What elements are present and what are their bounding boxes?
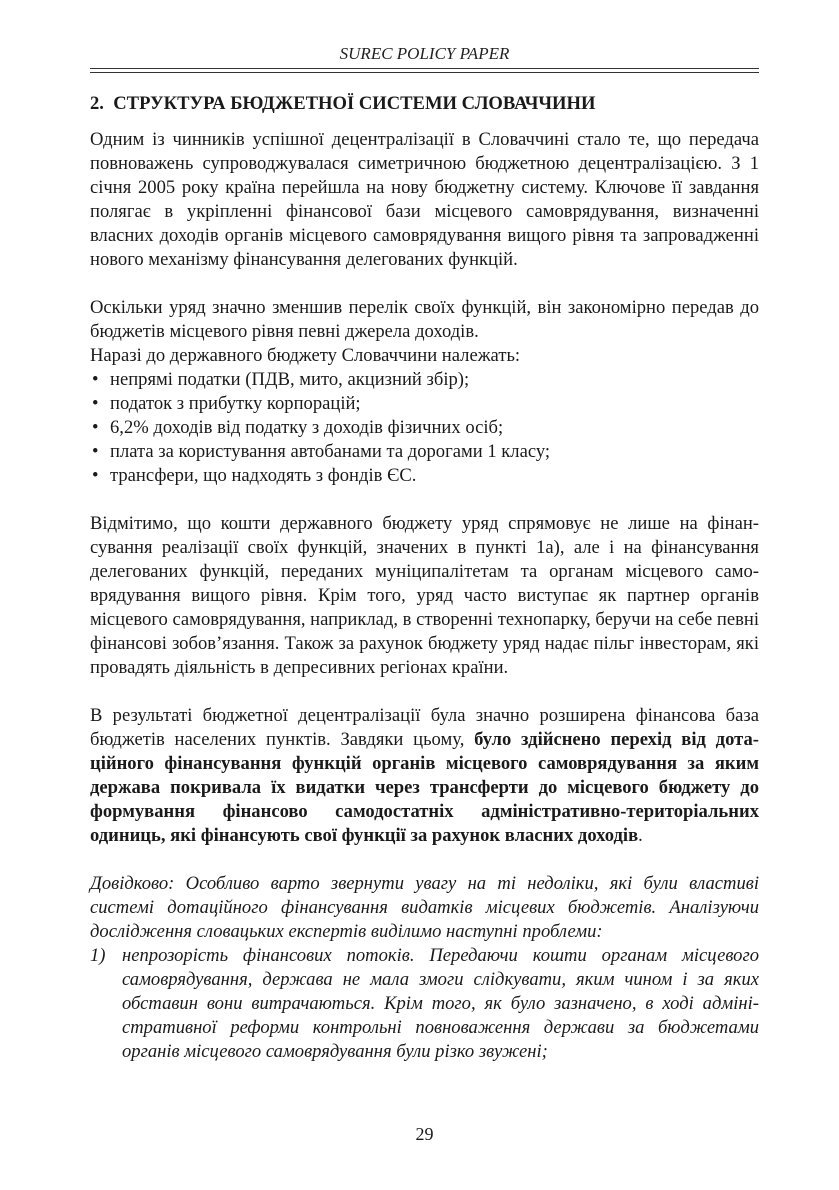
paragraph-5 <box>90 704 759 848</box>
list-number: 1) <box>90 945 106 966</box>
paragraph-gap <box>90 488 759 512</box>
list-item: • непрямі податки (ПДВ, мито, акцизний збір); <box>90 368 759 392</box>
reference-note: Довідково: Особливо варто звернути увагу на ті недоліки, які були властиві системі дотаційного фінансування видатків місцевих бюджетів. Аналізуючи дослідження словацьких експертів виділимо наступні проблеми: <box>90 873 759 942</box>
paragraph-4: Відмітимо, що кошти державного бюджету уряд спрямовує не лише на фінансування реалізації своїх функцій, значених в пункті 1а), але і на фінансування делегованих функцій, переданих муніципалітетам та органам місцевого самоврядування вищого рівня. Крім того, уряд часто виступає як партнер органів місцевого самоврядування, наприклад, в створенні технопарку, беручи на себе певні фінансові зобов’язання. Також за рахунок бюджету уряд надає пільг інвесторам, які провадять діяльність в депресивних регіонах країни. <box>90 513 759 678</box>
header-rule-thick <box>90 68 759 69</box>
list-item: • податок з прибутку корпорацій; <box>90 392 759 416</box>
paragraph-5-bold: було здійснено перехід від дотаційного фінансування функцій органів місцевого самоврядування за яким держава покривала їх видатки через трансферти до місцевого бюджету до формування фінансово самодостатніх адміністративно-територіальних одиниць, які фінансують свої функції за рахунок власних доходів <box>90 729 759 846</box>
problems-list <box>90 944 759 1064</box>
list-item: • трансфери, що надходять з фондів ЄС. <box>90 464 759 488</box>
paragraph-1: Одним із чинників успішної децентралізації в Словаччині стало те, що передача повноважень супроводжувалася симетричною бюджетною децентралізацією. З 1 січня 2005 року країна перейшла на нову бюджетну систему. Ключове її завдання полягає в укріпленні фінансової бази місцевого самоврядування, визначенні власних доходів органів місцевого самоврядування вищого рівня та запровадженні нового механізму фінансування делегованих функцій. <box>90 129 759 270</box>
paragraph-3: Наразі до державного бюджету Словаччини належать: <box>90 345 521 366</box>
list-item: • 6,2% доходів від податку з доходів фізичних осіб; <box>90 416 759 440</box>
list-item: • плата за користування автобанами та дорогами 1 класу; <box>90 440 759 464</box>
paragraph-gap <box>90 680 759 704</box>
section-number: 2. <box>90 93 104 114</box>
running-header: SUREC POLICY PAPER <box>339 44 510 63</box>
list-item <box>90 944 759 1064</box>
page-number: 29 <box>415 1124 434 1144</box>
section-title: СТРУКТУРА БЮДЖЕТНОЇ СИСТЕМИ СЛОВАЧЧИНИ <box>113 93 596 114</box>
list-item-text: непрозорість фінансових потоків. Передаючи кошти органам місцевого самоврядування, держава не мала змоги слідкувати, яким чином і за яких обставин вони витрачаються. Крім того, як було зазначено, в ході адміністративної реформи контрольні повноваження держави за бюджетами органів місцевого самоврядування були різко звужені; <box>122 945 759 1062</box>
revenue-list <box>90 368 759 488</box>
paragraph-5-end: . <box>638 825 643 846</box>
paragraph-gap <box>90 272 759 296</box>
page-body <box>90 86 759 1064</box>
section-heading <box>90 92 759 116</box>
header-rule-thin <box>90 72 759 73</box>
paragraph-5-start: В результаті бюджетної децентралізації була значно розширена фінансова база бюджетів населених пунктів. Завдяки цьому, <box>90 705 759 750</box>
paragraph-gap <box>90 848 759 872</box>
paragraph-2: Оскільки уряд значно зменшив перелік своїх функцій, він закономірно передав до бюджетів місцевого рівня певні джерела доходів. <box>90 297 759 342</box>
